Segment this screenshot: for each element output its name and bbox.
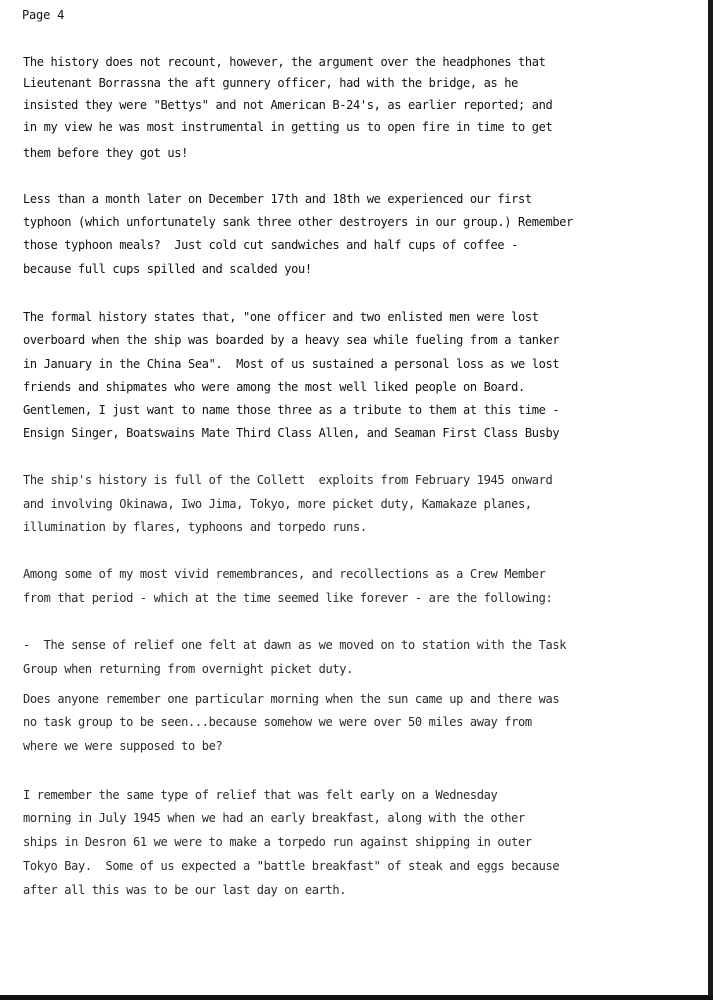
text-line: Lieutenant Borrassna the aft gunnery officer, had with the bridge, as he — [23, 76, 518, 90]
text-line: because full cups spilled and scalded you! — [23, 262, 312, 276]
scan-right-border — [708, 0, 713, 1000]
text-line: friends and shipmates who were among the most well liked people on Board. — [23, 380, 525, 394]
text-line: morning in July 1945 when we had an early breakfast, along with the other — [23, 811, 525, 825]
text-line: Among some of my most vivid remembrances, and recollections as a Crew Member — [23, 567, 546, 581]
text-line: in January in the China Sea". Most of us sustained a personal loss as we lost — [23, 357, 560, 371]
text-line: ships in Desron 61 we were to make a torpedo run against shipping in outer — [23, 835, 532, 849]
text-line: - The sense of relief one felt at dawn as we moved on to station with the Task — [23, 638, 567, 652]
scan-bottom-border — [0, 995, 713, 1000]
text-line: I remember the same type of relief that was felt early on a Wednesday — [23, 788, 498, 802]
text-line: insisted they were "Bettys" and not American B-24's, as earlier reported; and — [23, 98, 553, 112]
text-line: typhoon (which unfortunately sank three other destroyers in our group.) Remember — [23, 215, 573, 229]
text-line: illumination by flares, typhoons and torpedo runs. — [23, 520, 367, 534]
text-line: The history does not recount, however, the argument over the headphones that — [23, 55, 546, 69]
text-line: Does anyone remember one particular morning when the sun came up and there was — [23, 692, 560, 706]
text-line: Tokyo Bay. Some of us expected a "battle breakfast" of steak and eggs because — [23, 859, 560, 873]
text-line: in my view he was most instrumental in getting us to open fire in time to get — [23, 120, 553, 134]
text-line: those typhoon meals? Just cold cut sandwiches and half cups of coffee - — [23, 238, 518, 252]
text-line: where we were supposed to be? — [23, 739, 223, 753]
text-line: and involving Okinawa, Iwo Jima, Tokyo, more picket duty, Kamakaze planes, — [23, 497, 532, 511]
text-line: overboard when the ship was boarded by a heavy sea while fueling from a tanker — [23, 333, 560, 347]
text-line: Group when returning from overnight picket duty. — [23, 662, 353, 676]
text-line: after all this was to be our last day on earth. — [23, 883, 347, 897]
text-line: Gentlemen, I just want to name those three as a tribute to them at this time - — [23, 403, 560, 417]
page-number: Page 4 — [22, 8, 65, 22]
text-line: no task group to be seen...because somehow we were over 50 miles away from — [23, 715, 532, 729]
text-line: them before they got us! — [23, 146, 188, 160]
text-line: from that period - which at the time seemed like forever - are the following: — [23, 591, 553, 605]
text-line: The ship's history is full of the Collett exploits from February 1945 onward — [23, 473, 553, 487]
text-line: Less than a month later on December 17th and 18th we experienced our first — [23, 192, 532, 206]
text-line: Ensign Singer, Boatswains Mate Third Class Allen, and Seaman First Class Busby — [23, 426, 560, 440]
text-line: The formal history states that, "one officer and two enlisted men were lost — [23, 310, 539, 324]
